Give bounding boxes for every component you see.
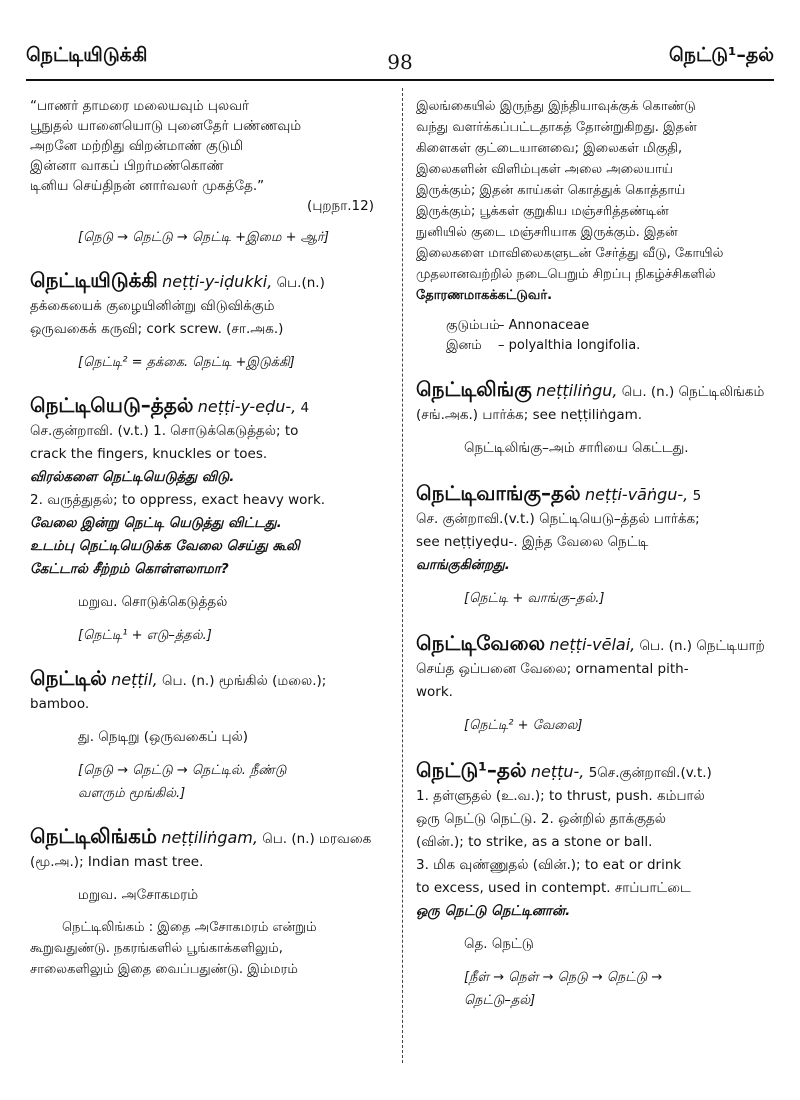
- page-header: [26, 44, 774, 74]
- definition-line: ஒருவகைக் கருவி; cork screw. (சா.அக.): [30, 321, 284, 337]
- definition-line: crack the fingers, knuckles or toes.: [30, 446, 268, 462]
- headword: நெட்டிலிங்கு: [416, 377, 532, 401]
- column-divider: [402, 88, 403, 1063]
- definition-line: தக்கையைக் குழையினின்று விடுவிக்கும்: [30, 298, 275, 314]
- etymology: [நெட்டி¹ + எடு–த்தல்.]: [78, 628, 212, 643]
- definition-line: see neṭṭiyeḍu-. இந்த வேலை நெட்டி: [416, 534, 649, 550]
- definition-line: செ.குன்றாவி. (v.t.) 1. சொடுக்கெடுத்தல்; to: [30, 423, 299, 439]
- headword: நெட்டியிடுக்கி: [30, 268, 158, 292]
- note-continuation: [416, 96, 778, 306]
- headword: நெட்டிவேலை: [416, 631, 546, 655]
- entry-nettivelai: [416, 632, 778, 737]
- note-line: இலைகளை மாவிலைகளுடன் சேர்த்து வீடு, கோயில்: [416, 246, 724, 261]
- definition-line: செய்த ஒப்பனை வேலை; ornamental pith-: [416, 661, 689, 677]
- definition-line: ஒரு நெட்டு நெட்டு. 2. ஒன்றில் தாக்குதல்: [416, 811, 667, 827]
- headword: நெட்டிவாங்கு–தல்: [416, 481, 581, 505]
- example: உடம்பு நெட்டியெடுக்க வேலை செய்து கூலி: [30, 538, 300, 554]
- right-column: [416, 96, 778, 1012]
- etymology: வளரும் மூங்கில்.]: [78, 786, 186, 801]
- transliteration: neṭṭil,: [111, 670, 158, 689]
- etymology: [நீள் → நெள் → நெடு → நெட்டு →: [464, 970, 663, 985]
- left-column: [30, 96, 392, 980]
- etymology: [நெட்டி + வாங்கு–தல்.]: [464, 591, 605, 606]
- headword: நெட்டிலிங்கம்: [30, 824, 158, 848]
- definition-line: (சங்.அக.) பார்க்க; see neṭṭiliṅgam.: [416, 407, 643, 423]
- transliteration: neṭṭu-,: [530, 762, 585, 781]
- etymology: நெட்டு–தல்]: [464, 993, 536, 1008]
- taxonomy-row: [446, 316, 778, 336]
- note-line: இலங்கையில் இருந்து இந்தியாவுக்குக் கொண்டு: [416, 99, 696, 114]
- example: வேலை இன்று நெட்டி யெடுத்து விட்டது.: [30, 515, 282, 531]
- entry-nettu: [416, 759, 778, 1012]
- entry-nettilingam: [30, 825, 392, 980]
- quote-line: இன்னா வாகப் பிறர்மண்கொண்: [30, 158, 224, 174]
- etymology: [நெட்டி² + வேலை]: [464, 718, 583, 733]
- verb-class: 5: [692, 488, 702, 504]
- transliteration: neṭṭiliṅgam,: [161, 828, 258, 847]
- etymology: [நெட்டி² = தக்கை. நெட்டி +இடுக்கி]: [78, 355, 295, 370]
- synonym: மறுவ. சொடுக்கெடுத்தல்: [78, 594, 228, 610]
- taxonomy-key: குடும்பம்: [446, 318, 500, 333]
- quote-line: டினிய செய்திநன் னார்வலர் முகத்தே.”: [30, 178, 265, 194]
- note-line: இருக்கும்; இதன் காய்கள் கொத்துக் கொத்தாய்: [416, 183, 686, 198]
- example: கேட்டால் சீற்றம் கொள்ளலாமா?: [30, 561, 229, 577]
- pos: பெ.(n.): [276, 275, 325, 291]
- definition-line: செ. குன்றாவி.(v.t.) நெட்டியெடு–த்தல் பார்க்க;: [416, 511, 700, 527]
- transliteration: neṭṭi-y-iḍukki,: [162, 272, 273, 291]
- definition-line: பெ. (n.) நெட்டியாற்: [639, 638, 765, 654]
- note-line: தோரணமாகக்கட்டுவர்.: [416, 288, 553, 303]
- definition-line: 2. வருத்துதல்; to oppress, exact heavy work.: [30, 492, 326, 508]
- definition-line: (மூ.அ.); Indian mast tree.: [30, 854, 204, 870]
- definition-line: bamboo.: [30, 696, 90, 712]
- quote-line: பூநுதல் யானையொடு புனைதேர் பண்ணவும்: [30, 118, 302, 134]
- entry-netti-y-idukki: [30, 269, 392, 374]
- note-line: நுனியில் குடை மஞ்சரியாக இருக்கும். இதன்: [416, 225, 678, 240]
- entry-nettivangu: [416, 482, 778, 610]
- note-line: கிளைகள் குட்டையானவை; இலைகள் மிகுதி,: [416, 141, 683, 156]
- transliteration: neṭṭi-vāṅgu-,: [584, 485, 689, 504]
- definition-line: 1. தள்ளுதல் (உ.வ.); to thrust, push. கம்பால்: [416, 788, 705, 804]
- guide-word-left: நெட்டியிடுக்கி: [26, 44, 148, 66]
- example: விரல்களை நெட்டியெடுத்து விடு.: [30, 469, 235, 485]
- guide-word-right: நெட்டு¹–தல்: [668, 44, 774, 66]
- note-line: இருக்கும்; பூக்கள் குறுகிய மஞ்சரித்தண்டின்: [416, 204, 669, 219]
- example: வாங்குகின்றது.: [416, 557, 510, 573]
- headword: நெட்டு¹–தல்: [416, 758, 527, 782]
- transliteration: neṭṭiliṅgu,: [536, 381, 618, 400]
- note-line: வந்து வளர்க்கப்பட்டதாகத் தோன்றுகிறது. இதன்: [416, 120, 697, 135]
- definition-line: 5செ.குன்றாவி.(v.t.): [588, 765, 712, 781]
- taxonomy-key: இனம்: [446, 338, 482, 353]
- transliteration: neṭṭi-y-eḍu-,: [197, 397, 297, 416]
- headword: நெட்டியெடு–த்தல்: [30, 393, 194, 417]
- header-rule: [26, 79, 774, 81]
- entry-nettil: [30, 667, 392, 805]
- taxonomy-value: – polyalthia longifolia.: [498, 338, 641, 353]
- page-number: 98: [387, 50, 413, 74]
- taxonomy-row: [446, 336, 778, 356]
- definition-line: to excess, used in contempt. சாப்பாட்டை: [416, 880, 691, 896]
- transliteration: neṭṭi-vēlai,: [549, 635, 636, 654]
- quote-source: (புறநா.12): [307, 198, 374, 214]
- note-line: கூறுவதுண்டு. நகரங்களில் பூங்காக்களிலும்,: [30, 941, 283, 956]
- entry-nettilingu: [416, 378, 778, 460]
- etymology: [நெடு → நெட்டு → நெட்டி +இமை + ஆர்]: [78, 230, 329, 245]
- note-line: சாலைகளிலும் இதை வைப்பதுண்டு. இம்மரம்: [30, 962, 298, 977]
- definition-line: work.: [416, 684, 453, 700]
- note-line: முதலானவற்றில் நடைபெறும் சிறப்பு நிகழ்ச்சிகளில்: [416, 267, 716, 282]
- taxonomy-value: – Annonaceae: [498, 318, 590, 333]
- quote-line: அறனே மற்றிது விறன்மாண் குடுமி: [30, 138, 244, 154]
- definition-line: பெ. (n.) மரவகை: [262, 831, 372, 847]
- note-line: நெட்டிலிங்கம் : இதை அசோகமரம் என்றும்: [62, 920, 317, 935]
- cognate: தெ. நெட்டு: [464, 936, 534, 952]
- note-line: இலைகளின் விளிம்புகள் அலை அலையாய்: [416, 162, 673, 177]
- definition-line: 3. மிக வுண்ணுதல் (வின்.); to eat or drink: [416, 857, 682, 873]
- headword: நெட்டில்: [30, 666, 107, 690]
- entry-netti-y-edu: [30, 394, 392, 647]
- etymology: [நெடு → நெட்டு → நெட்டில். நீண்டு: [78, 763, 287, 778]
- cognate: து. நெடிறு (ஒருவகைப் புல்): [78, 729, 249, 745]
- quote-line: “பாணர் தாமரை மலையவும் புலவர்: [30, 98, 250, 114]
- verb-class: 4: [300, 400, 310, 416]
- example: ஒரு நெட்டு நெட்டினான்.: [416, 903, 571, 919]
- synonym: மறுவ. அசோகமரம்: [78, 887, 199, 903]
- grammar-note: நெட்டிலிங்கு–அம் சாரியை கெட்டது.: [464, 440, 689, 456]
- quotation: [30, 96, 392, 216]
- definition-line: (வின்.); to strike, as a stone or ball.: [416, 834, 653, 850]
- definition-line: பெ. (n.) நெட்டிலிங்கம்: [621, 384, 765, 400]
- definition-line: பெ. (n.) மூங்கில் (மலை.);: [161, 673, 327, 689]
